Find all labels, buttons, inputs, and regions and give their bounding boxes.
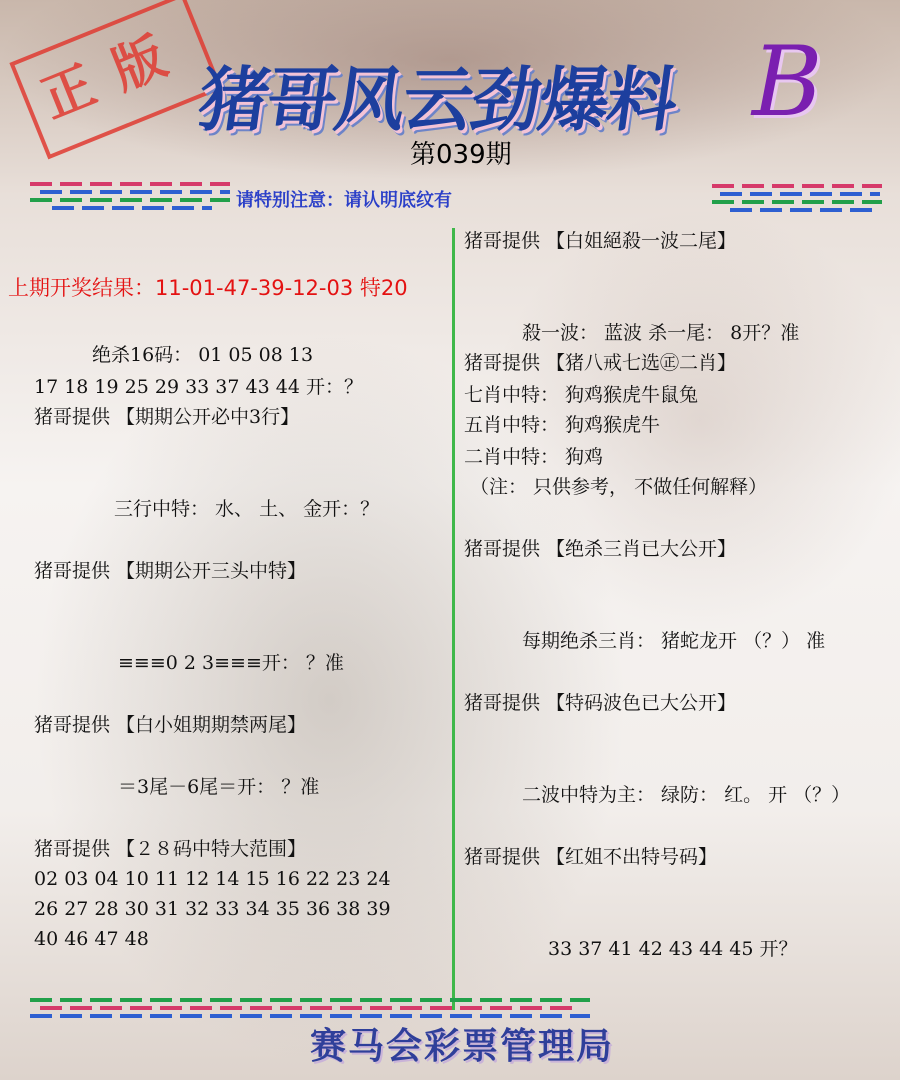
number-row: 40 46 47 48	[34, 928, 149, 950]
decorative-line	[40, 1006, 580, 1010]
block-content: ≡≡≡0 2 3≡≡≡开： ？准	[118, 652, 344, 674]
block-content: 殺一波： 蓝波 杀一尾： 8开？准	[522, 322, 800, 344]
page-title: 猪哥风云劲爆料	[193, 59, 681, 141]
two-zodiac: 二肖中特： 狗鸡	[464, 446, 604, 468]
column-divider	[452, 228, 455, 1010]
block-title: 猪哥提供 【期期公开必中3行】	[34, 406, 300, 428]
decorative-line	[712, 184, 882, 188]
block-content: 二波中特为主： 绿防： 红。 开 （？）	[522, 784, 851, 806]
last-result: 上期开奖结果：11-01-47-39-12-03 特20	[8, 276, 408, 300]
decorative-line	[52, 206, 212, 210]
block-title: 猪哥提供 【绝杀三肖已大公开】	[464, 538, 737, 560]
decorative-line	[712, 200, 882, 204]
block-title: 猪哥提供 【红姐不出特号码】	[464, 846, 718, 868]
block-title: 猪哥提供 【白小姐期期禁两尾】	[34, 714, 307, 736]
block-title: 猪哥提供 【２８码中特大范围】	[34, 838, 307, 860]
block-title: 猪哥提供 【特码波色已大公开】	[464, 692, 737, 714]
block-title: 猪哥提供 【猪八戒七选㊣二肖】	[464, 352, 737, 374]
authentic-stamp: 正版	[9, 0, 222, 159]
disclaimer-note: （注： 只供参考， 不做任何解释）	[470, 476, 768, 498]
block-content: ＝3尾－6尾＝开： ？准	[118, 776, 320, 798]
decorative-line	[720, 192, 880, 196]
block-content: 33 37 41 42 43 44 45 开？	[548, 938, 798, 960]
block-title: 猪哥提供 【期期公开三头中特】	[34, 560, 307, 582]
decorative-line	[30, 998, 590, 1002]
decorative-line	[30, 182, 230, 186]
block-title: 猪哥提供 【白姐絕殺一波二尾】	[464, 230, 737, 252]
notice-text: 请特别注意：请认明底纹有	[236, 190, 452, 211]
issue-number: 第039期	[410, 140, 512, 170]
decorative-line	[30, 198, 230, 202]
block-content: 三行中特： 水、 土、 金开：？	[114, 498, 380, 520]
decorative-line	[40, 190, 230, 194]
five-zodiac: 五肖中特： 狗鸡猴虎牛	[464, 414, 661, 436]
decorative-line	[730, 208, 880, 212]
kill16-line2: 17 18 19 25 29 33 37 43 44 开：？	[34, 376, 363, 398]
kill16-line1: 绝杀16码： 01 05 08 13	[92, 344, 314, 366]
number-row: 02 03 04 10 11 12 14 15 16 22 23 24	[34, 868, 391, 890]
footer-title: 赛马会彩票管理局	[310, 1026, 615, 1067]
block-content: 每期绝杀三肖： 猪蛇龙开 （？） 准	[522, 630, 826, 652]
number-row: 26 27 28 30 31 32 33 34 35 36 38 39	[34, 898, 391, 920]
edition-letter: B	[752, 26, 823, 138]
seven-zodiac: 七肖中特： 狗鸡猴虎牛鼠兔	[464, 384, 699, 406]
